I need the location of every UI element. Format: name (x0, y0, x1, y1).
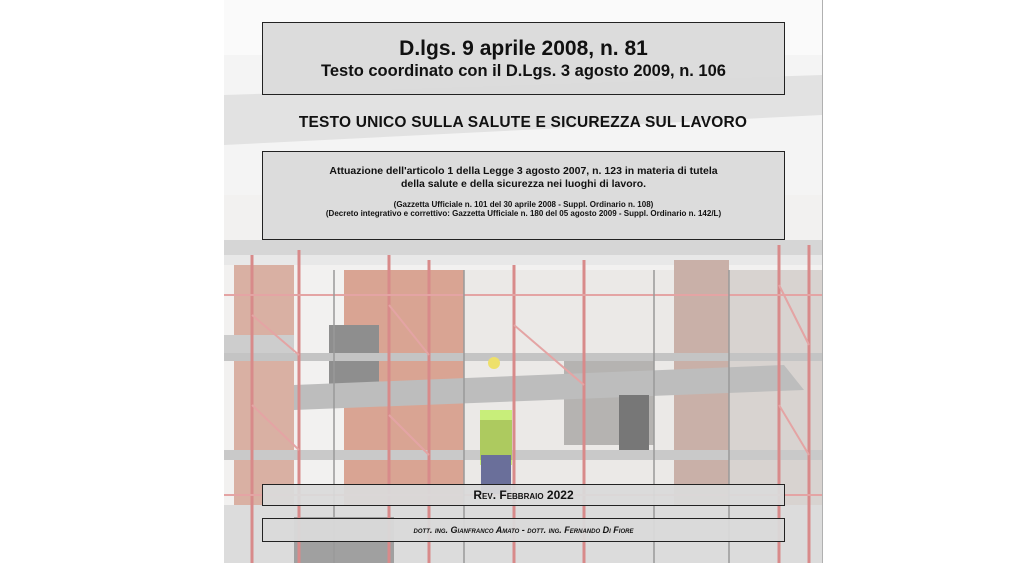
gazzetta-reference-2: (Decreto integrativo e correttivo: Gazzetta Ufficiale n. 180 del 05 agosto 2009 - Suppl. Ordinario n. 142/L) (325, 209, 722, 218)
document-subtitle: Testo coordinato con il D.Lgs. 3 agosto 2009, n. 106 (321, 62, 726, 80)
title-box (262, 22, 785, 95)
document-heading: TESTO UNICO SULLA SALUTE E SICUREZZA SUL LAVORO (298, 114, 748, 131)
document-title: D.lgs. 9 aprile 2008, n. 81 (399, 37, 648, 60)
page-edge-divider (822, 0, 823, 563)
description-box (262, 151, 785, 240)
revision-box: Rev. Febbraio 2022 (262, 484, 785, 506)
gazzetta-reference-1: (Gazzetta Ufficiale n. 101 del 30 aprile 2008 - Suppl. Ordinario n. 108) (393, 200, 654, 209)
description-line-2: della salute e della sicurezza nei luoghi di lavoro. (400, 178, 647, 190)
description-line-1: Attuazione dell'articolo 1 della Legge 3 agosto 2007, n. 123 in materia di tutela (329, 165, 718, 177)
authors-box: dott. ing. Gianfranco Amato - dott. ing. Fernando Di Fiore (262, 518, 785, 542)
document-cover-page (224, 0, 822, 563)
